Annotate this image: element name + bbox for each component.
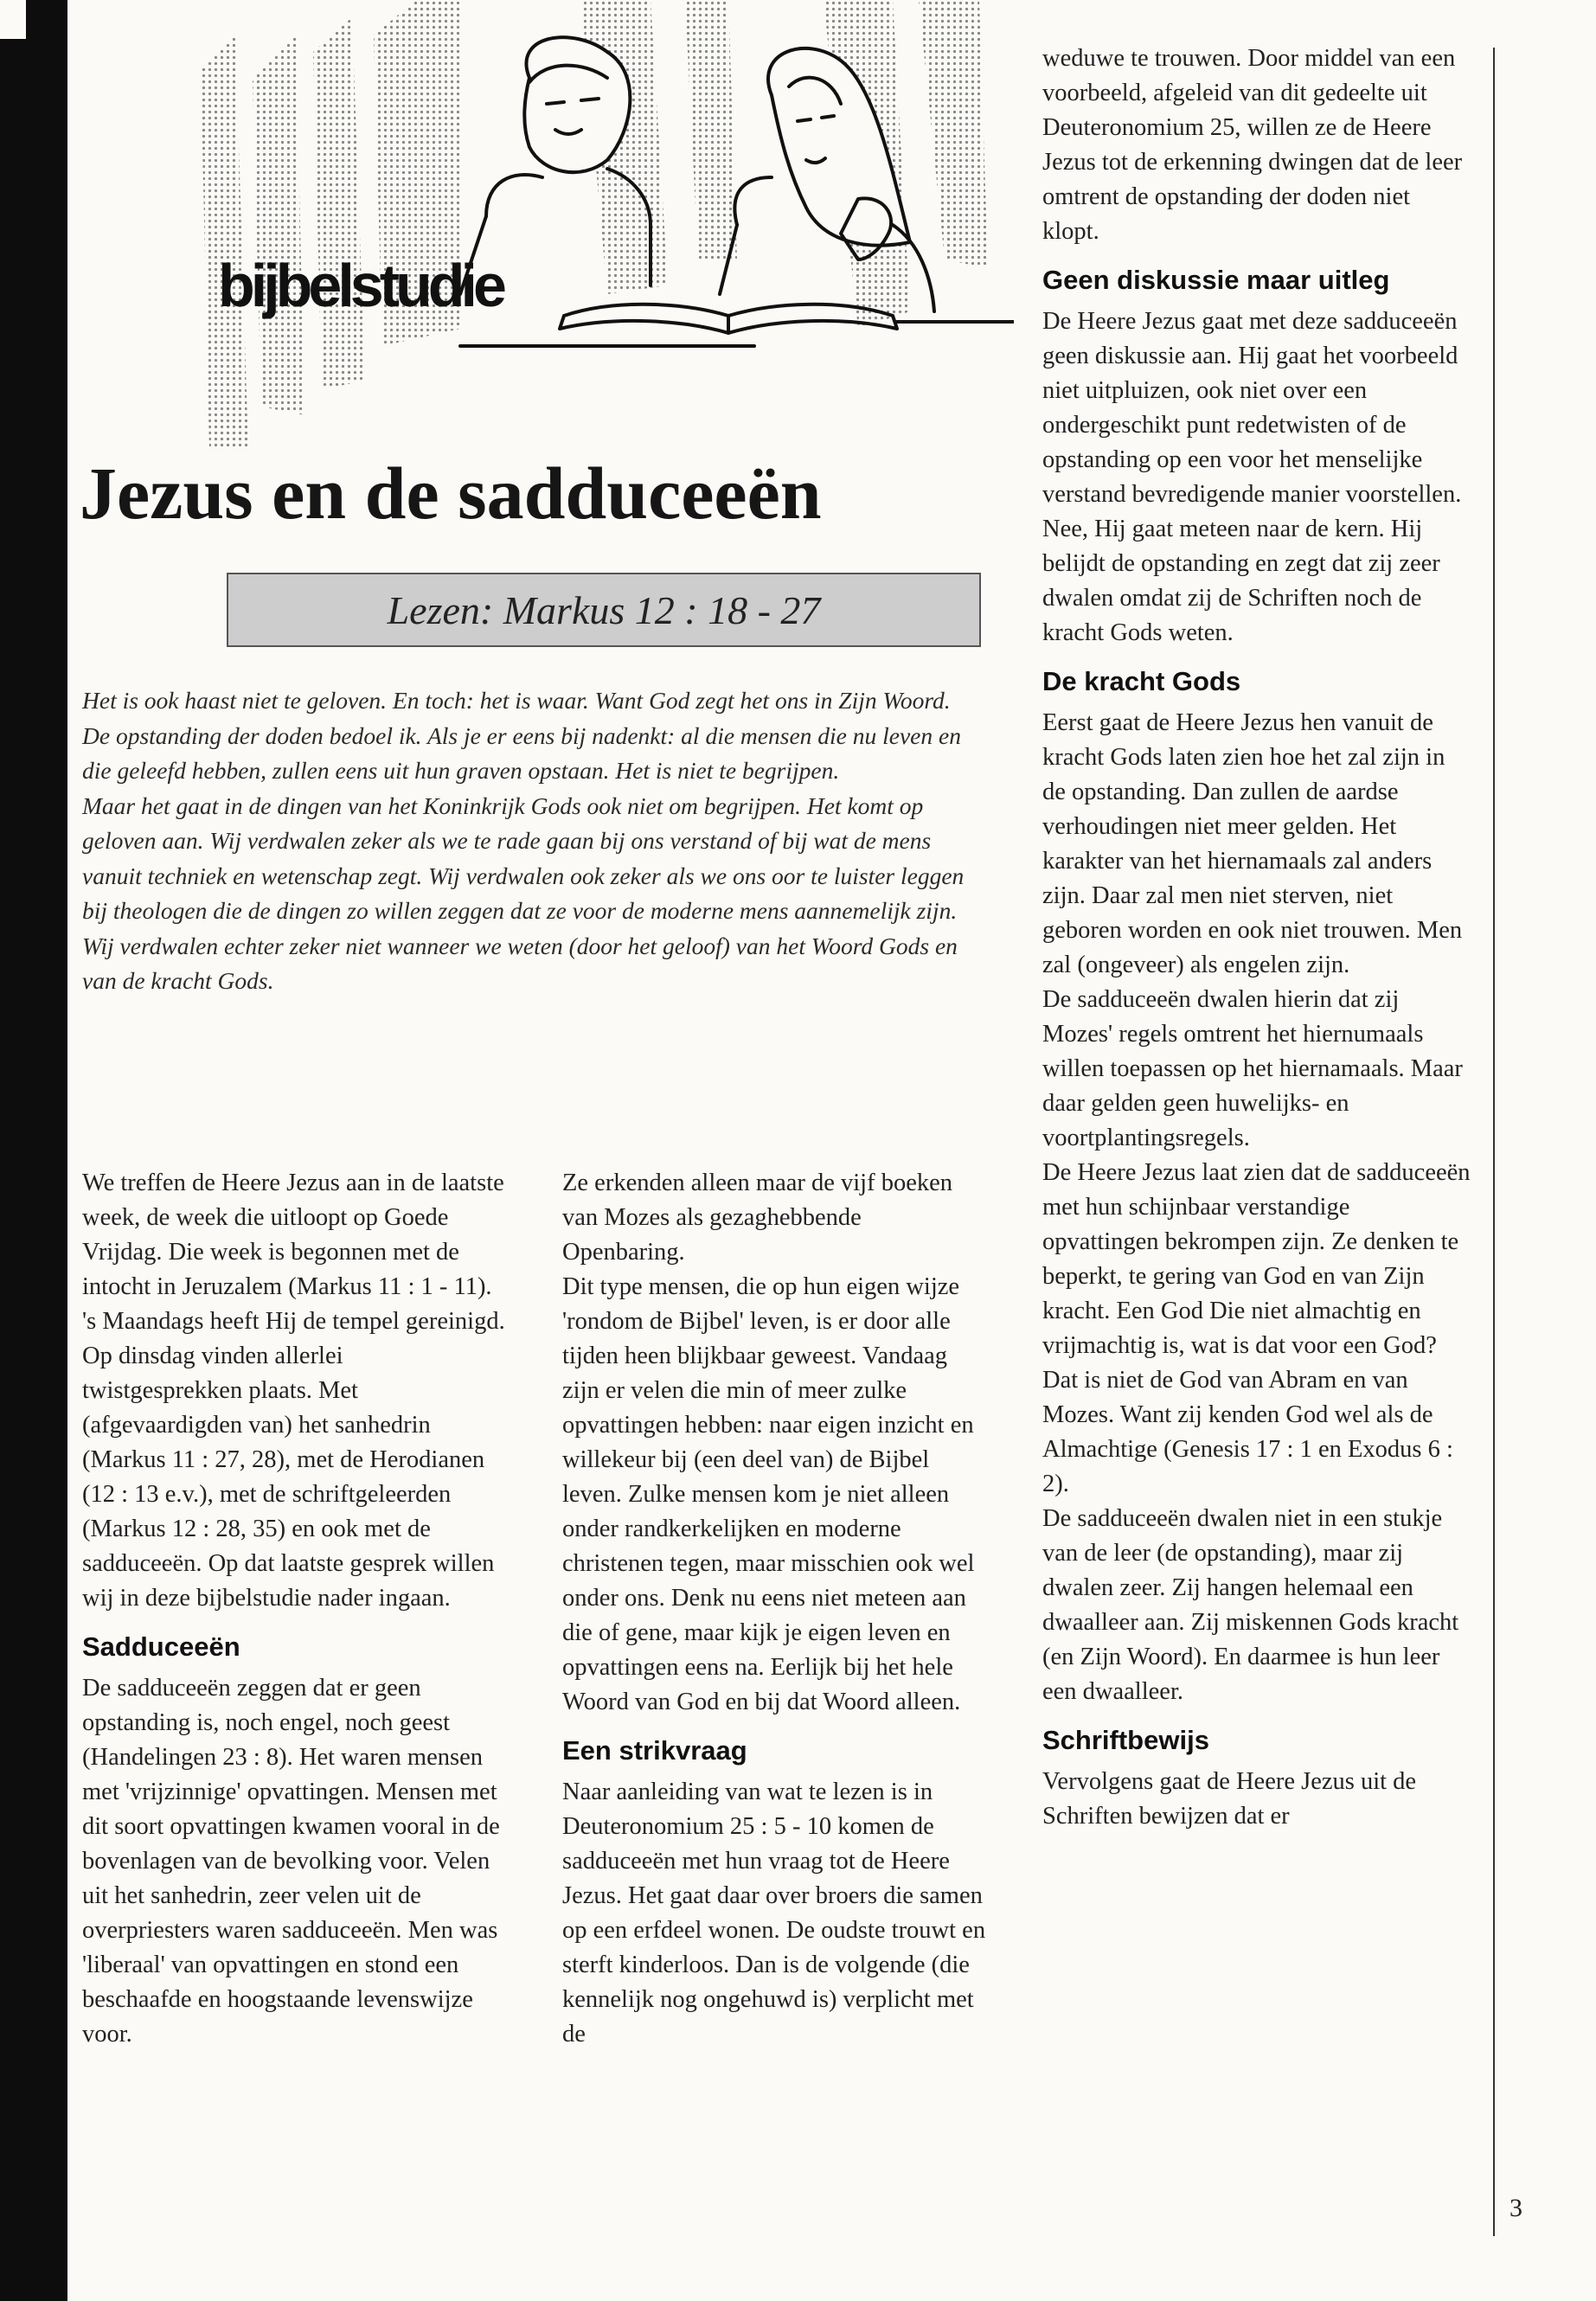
body-paragraph: De Heere Jezus laat zien dat de sadduceeën met hun schijnbaar verstandige opvattingen bekrompen zijn. Ze denken te beperkt, te gering van God en van Zijn kracht. Een God Die niet almachtig en vrijmachtig is, wat is dat voor een God? Dat is niet de God van Abram en van Mozes. Want zij kenden God wel als de Almachtige (Genesis 17 : 1 en Exodus 6 : 2). [1042,1159,1471,1497]
body-paragraph: Eerst gaat de Heere Jezus hen vanuit de kracht Gods laten zien hoe het zal zijn in de opstanding. Dan zullen de aardse verhoudingen niet meer gelden. Het karakter van het hiernamaals zal anders zijn. Daar zal men niet sterven, niet geboren worden en ook niet trouwen. Men zal (ongeveer) als engelen zijn. [1042,709,1463,978]
article-title: Jezus en de sadduceeën [80,452,822,535]
body-paragraph: We treffen de Heere Jezus aan in de laatste week, de week die uitloopt op Goede Vrijdag. Die week is begonnen met de intocht in Jeruzalem (Markus 11 : 1 - 11). 's Maandags heeft Hij de tempel gereinigd. Op dinsdag vinden allerlei twistgesprekken plaats. Met (afgevaardigden van) het sanhedrin (Markus 11 : 27, 28), met de Herodianen (12 : 13 e.v.), met de schriftgeleerden (Markus 12 : 28, 35) en ook met de sadduceeën. Op dat laatste gesprek willen wij in deze bijbelstudie nader ingaan. [82,1170,505,1612]
intro-text [82,683,986,999]
intro-paragraph: Wij verdwalen echter zeker niet wanneer we weten (door het geloof) van het Woord Gods en van de kracht Gods. [82,932,958,994]
page-margin-rule [1493,48,1495,2236]
body-paragraph: De sadduceeën zeggen dat er geen opstanding is, noch engel, noch geest (Handelingen 23 : 8). Het waren mensen met 'vrijzinnige' opvattingen. Mensen met dit soort opvattingen kwamen vooral in de bovenlagen van de bevolking voor. Velen uit het sanhedrin, zeer velen uit de overpriesters waren sadduceeën. Men was 'liberaal' van opvattingen en stond een beschaafde en hoogstaande levenswijze voor. [82,1675,500,2048]
body-paragraph: Ze erkenden alleen maar de vijf boeken van Mozes als gezaghebbende Openbaring. [562,1170,953,1266]
body-paragraph: Naar aanleiding van wat te lezen is in Deuteronomium 25 : 5 - 10 komen de sadduceeën met hun vraag tot de Heere Jezus. Het gaat daar over broers die samen op een erfdeel wonen. De oudste trouwt en sterft kinderloos. Dan is de volgende (die kennelijk nog ongehuwd is) verplicht met de [562,1779,986,2048]
column-2 [562,1166,986,2052]
page-corner [0,0,26,39]
column-1 [82,1166,506,2052]
header-illustration [201,0,1014,450]
intro-paragraph: De opstanding der doden bedoel ik. Als je er eens bij nadenkt: al die mensen die nu leven en die geleefd hebben, zullen eens uit hun graven opstaan. Het is niet te begrijpen. [82,721,961,784]
body-paragraph: De Heere Jezus gaat met deze sadduceeën geen diskussie aan. Hij gaat het voorbeeld niet uitpluizen, ook niet over een ondergeschikt punt redetwisten of de opstanding op een voor het menselijke verstand bevredigende manier voorstellen. Nee, Hij gaat meteen naar de kern. Hij belijdt de opstanding en zegt dat zij zeer dwalen omdat zij de Schriften noch de kracht Gods weten. [1042,308,1462,646]
section-heading: Schriftbewijs [1042,1725,1209,1755]
section-heading: Sadduceeën [82,1631,240,1662]
section-heading: Geen diskussie maar uitleg [1042,265,1390,295]
body-paragraph: De sadduceeën dwalen niet in een stukje van de leer (de opstanding), maar zij dwalen zeer. Zij hangen helemaal een dwaalleer aan. Zij miskennen Gods kracht (en Zijn Woord). En daarmee is hun leer een dwaalleer. [1042,1505,1459,1705]
section-heading: Een strikvraag [562,1735,747,1766]
reading-reference: Lezen: Markus 12 : 18 - 27 [387,587,821,632]
section-heading: De kracht Gods [1042,666,1241,696]
binding-edge [0,0,67,2301]
section-rubric: bijbelstudie [218,252,503,319]
body-paragraph: Dit type mensen, die op hun eigen wijze 'rondom de Bijbel' leven, is er door alle tijden heen blijkbaar geweest. Vandaag zijn er velen die min of meer zulke opvattingen hebben: naar eigen inzicht en willekeur bij (een deel van) de Bijbel leven. Zulke mensen kom je niet alleen onder randkerkelijken en moderne christenen tegen, maar misschien ook wel onder ons. Denk nu eens niet meteen aan die of gene, maar kijk je eigen leven en opvattingen eens na. Eerlijk bij het hele Woord van God en bij dat Woord alleen. [562,1273,975,1715]
body-paragraph: weduwe te trouwen. Door middel van een voorbeeld, afgeleid van dit gedeelte uit Deuteronomium 25, willen ze de Heere Jezus tot de erkenning dwingen dat de leer omtrent de opstanding der doden niet klopt. [1042,45,1463,245]
column-3 [1042,42,1471,1834]
intro-paragraph: Het is ook haast niet te geloven. En toch: het is waar. Want God zegt het ons in Zijn Woord. [82,687,951,714]
page-number: 3 [1509,2194,1522,2222]
body-paragraph: Vervolgens gaat de Heere Jezus uit de Schriften bewijzen dat er [1042,1768,1417,1830]
intro-paragraph: Maar het gaat in de dingen van het Koninkrijk Gods ook niet om begrijpen. Het komt op geloven aan. Wij verdwalen zeker als we te rade gaan bij ons verstand of bij wat de mens vanuit techniek en wetenschap zegt. Wij verdwalen ook zeker als we ons oor te luister leggen bij theologen die de dingen zo willen zeggen dat ze voor de moderne mens aannemelijk zijn. [82,792,965,924]
body-paragraph: De sadduceeën dwalen hierin dat zij Mozes' regels omtrent het hiernumaals willen toepassen op het hiernamaals. Maar daar gelden geen huwelijks- en voortplantingsregels. [1042,986,1463,1151]
reading-reference-box [227,573,981,647]
